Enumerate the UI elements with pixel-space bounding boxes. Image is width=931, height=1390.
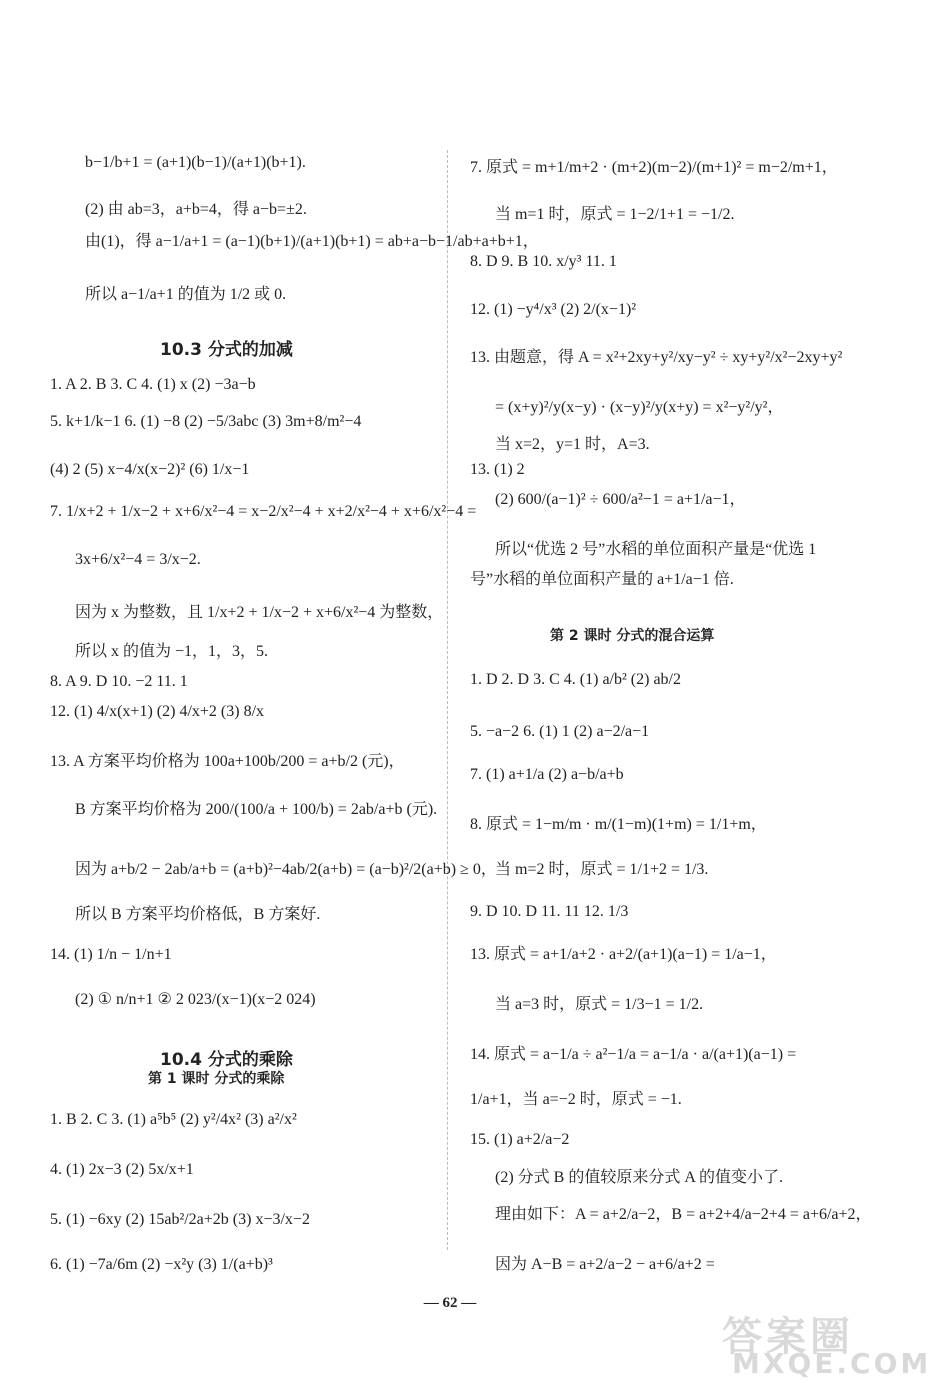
- watermark-bottom-text: MXQE.COM: [732, 1347, 931, 1380]
- subsection-heading: 第 2 课时 分式的混合运算: [550, 628, 715, 644]
- right-line: = (x+y)²/y(x−y) · (x−y)²/y(x+y) = x²−y²/y²，: [495, 399, 784, 416]
- right-line: 7. (1) a+1/a (2) a−b/a+b: [470, 766, 624, 783]
- left-line: 6. (1) −7a/6m (2) −x²y (3) 1/(a+b)³: [50, 1256, 273, 1273]
- column-divider: [447, 150, 448, 1250]
- left-line: 因为 x 为整数，且 1/x+2 + 1/x−2 + x+6/x²−4 为整数，: [75, 604, 444, 621]
- left-line: 8. A 9. D 10. −2 11. 1: [50, 673, 188, 690]
- left-line: 1. A 2. B 3. C 4. (1) x (2) −3a−b: [50, 376, 256, 393]
- right-line: 13. (1) 2: [470, 461, 525, 478]
- left-line: 7. 1/x+2 + 1/x−2 + x+6/x²−4 = x−2/x²−4 + x+2/x²−4 + x+6/x²−4 =: [50, 503, 477, 520]
- left-line: 3x+6/x²−4 = 3/x−2.: [75, 551, 201, 568]
- watermark-logo: [692, 1305, 931, 1385]
- right-line: 当 m=2 时，原式 = 1/1+2 = 1/3.: [495, 861, 709, 878]
- right-line: 8. 原式 = 1−m/m · m/(1−m)(1+m) = 1/1+m，: [470, 816, 767, 833]
- left-line: 所以 a−1/a+1 的值为 1/2 或 0.: [85, 286, 287, 303]
- left-line: 14. (1) 1/n − 1/n+1: [50, 946, 172, 963]
- right-line: 8. D 9. B 10. x/y³ 11. 1: [470, 253, 617, 270]
- right-line: 当 x=2，y=1 时，A=3.: [495, 436, 650, 453]
- right-line: (2) 600/(a−1)² ÷ 600/a²−1 = a+1/a−1，: [495, 491, 746, 508]
- left-line: 所以 x 的值为 −1，1，3，5.: [75, 643, 269, 660]
- right-line: 5. −a−2 6. (1) 1 (2) a−2/a−1: [470, 723, 650, 740]
- left-line: 所以 B 方案平均价格低，B 方案好.: [75, 906, 321, 923]
- section-heading: 10.3 分式的加减: [160, 340, 293, 360]
- left-line: b−1/b+1 = (a+1)(b−1)/(a+1)(b+1).: [85, 154, 306, 171]
- left-line: (2) ① n/n+1 ② 2 023/(x−1)(x−2 024): [75, 991, 316, 1008]
- right-line: 因为 A−B = a+2/a−2 − a+6/a+2 =: [495, 1256, 715, 1273]
- left-line: 4. (1) 2x−3 (2) 5x/x+1: [50, 1161, 194, 1178]
- page-number: — 62 —: [423, 1295, 477, 1311]
- left-line: 5. k+1/k−1 6. (1) −8 (2) −5/3abc (3) 3m+8/m²−4: [50, 413, 362, 430]
- right-line: 14. 原式 = a−1/a ÷ a²−1/a = a−1/a · a/(a+1)(a−1) =: [470, 1046, 797, 1063]
- left-line: 1. B 2. C 3. (1) a⁵b⁵ (2) y²/4x² (3) a²/x²: [50, 1111, 297, 1128]
- right-line: 7. 原式 = m+1/m+2 · (m+2)(m−2)/(m+1)² = m−2/m+1，: [470, 159, 838, 176]
- right-line: 所以“优选 2 号”水稻的单位面积产量是“优选 1: [495, 541, 817, 558]
- right-line: 13. 由题意，得 A = x²+2xy+y²/xy−y² ÷ xy+y²/x²−2xy+y²: [470, 349, 843, 366]
- right-line: 15. (1) a+2/a−2: [470, 1131, 570, 1148]
- left-line: B 方案平均价格为 200/(100/a + 100/b) = 2ab/a+b (元).: [75, 801, 438, 818]
- left-line: 12. (1) 4/x(x+1) (2) 4/x+2 (3) 8/x: [50, 703, 265, 720]
- right-line: (2) 分式 B 的值较原来分式 A 的值变小了.: [495, 1169, 784, 1186]
- right-line: 1/a+1，当 a=−2 时，原式 = −1.: [470, 1091, 682, 1108]
- right-line: 1. D 2. D 3. C 4. (1) a/b² (2) ab/2: [470, 671, 681, 688]
- right-line: 号”水稻的单位面积产量的 a+1/a−1 倍.: [470, 571, 734, 588]
- left-line: 13. A 方案平均价格为 100a+100b/200 = a+b/2 (元)，: [50, 753, 405, 770]
- right-line: 12. (1) −y⁴/x³ (2) 2/(x−1)²: [470, 301, 637, 318]
- left-line: (4) 2 (5) x−4/x(x−2)² (6) 1/x−1: [50, 461, 250, 478]
- left-line: 5. (1) −6xy (2) 15ab²/2a+2b (3) x−3/x−2: [50, 1211, 310, 1228]
- left-line: (2) 由 ab=3，a+b=4，得 a−b=±2.: [85, 201, 307, 218]
- right-line: 当 m=1 时，原式 = 1−2/1+1 = −1/2.: [495, 206, 735, 223]
- subsection-heading: 第 1 课时 分式的乘除: [148, 1071, 285, 1087]
- watermark-top-text: 答案圈: [722, 1314, 854, 1360]
- left-line: 因为 a+b/2 − 2ab/a+b = (a+b)²−4ab/2(a+b) = (a−b)²/2(a+b) ≥ 0，: [75, 861, 497, 878]
- section-heading: 10.4 分式的乘除: [160, 1050, 293, 1070]
- right-line: 当 a=3 时，原式 = 1/3−1 = 1/2.: [495, 996, 704, 1013]
- right-line: 9. D 10. D 11. 11 12. 1/3: [470, 903, 629, 920]
- right-line: 13. 原式 = a+1/a+2 · a+2/(a+1)(a−1) = 1/a−1，: [470, 946, 777, 963]
- right-line: 理由如下：A = a+2/a−2，B = a+2+4/a−2+4 = a+6/a+2，: [495, 1206, 872, 1223]
- left-line: 由(1)，得 a−1/a+1 = (a−1)(b+1)/(a+1)(b+1) = ab+a−b−1/ab+a+b+1，: [85, 233, 539, 250]
